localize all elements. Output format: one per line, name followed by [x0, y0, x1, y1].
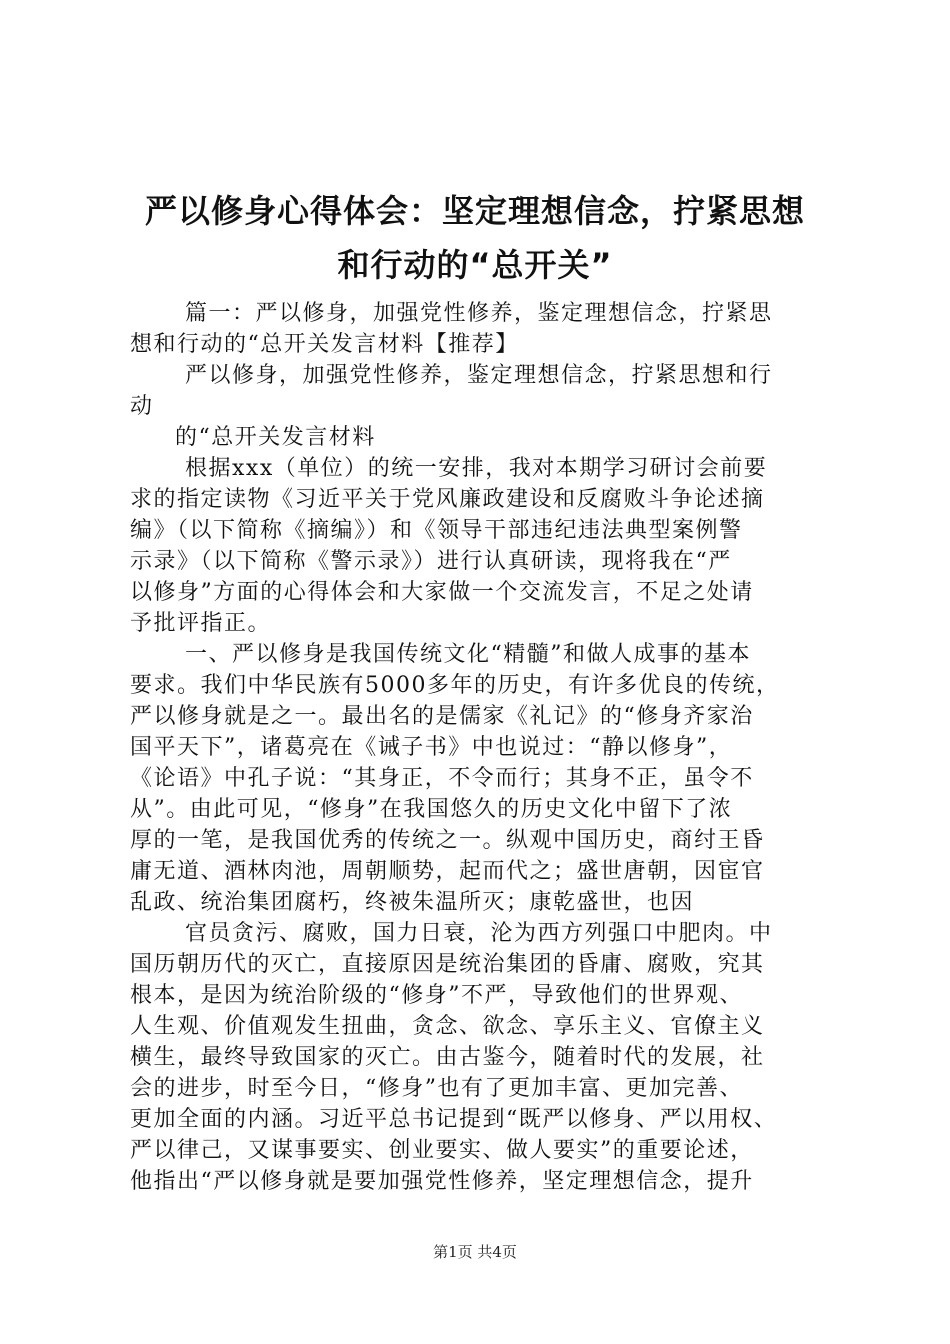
- body-line: 人生观、价值观发生扭曲，贪念、欲念、享乐主义、官僚主义: [130, 1014, 765, 1039]
- document-title: [110, 184, 840, 292]
- body-line: 官员贪污、腐败，国力日衰，沦为西方列强口中肥肉。中: [185, 921, 773, 946]
- document-body: [130, 298, 830, 1197]
- body-line: 他指出“严以修身就是要加强党性修养，坚定理想信念，提升: [130, 1169, 754, 1194]
- body-line: 厚的一笔，是我国优秀的传统之一。纵观中国历史，商纣王昏: [130, 828, 765, 853]
- body-line: 根据xxx（单位）的统一安排，我对本期学习研讨会前要: [185, 456, 768, 481]
- body-line: 想和行动的“总开关发言材料【推荐】: [130, 332, 519, 357]
- body-line: 的“总开关发言材料: [175, 425, 376, 450]
- body-line: 乱政、统治集团腐朽，终被朱温所灭；康乾盛世，也因: [130, 890, 695, 915]
- body-line: 予批评指正。: [130, 611, 272, 636]
- body-line: 要求。我们中华民族有5000多年的历史，有许多优良的传统，: [130, 673, 780, 698]
- body-line: 严以律己，又谋事要实、创业要实、做人要实”的重要论述，: [130, 1138, 754, 1163]
- title-line-2: 和行动的“总开关”: [337, 246, 613, 284]
- body-line: 编》（以下简称《摘编》）和《领导干部违纪违法典型案例警: [130, 518, 743, 543]
- body-line: 篇一：严以修身，加强党性修养，鉴定理想信念，拧紧思: [185, 301, 773, 326]
- body-line: 一、严以修身是我国传统文化“精髓”和做人成事的基本: [185, 642, 751, 667]
- body-line: 国历朝历代的灭亡，直接原因是统治集团的昏庸、腐败，究其: [130, 952, 765, 977]
- body-line: 严以修身就是之一。最出名的是儒家《礼记》的“修身齐家治: [130, 704, 754, 729]
- body-line: 示录》（以下简称《警示录》）进行认真研读，现将我在“严: [130, 549, 732, 574]
- body-line: 国平天下”，诸葛亮在《诫子书》中也说过：“静以修身”，: [130, 735, 733, 760]
- body-line: 庸无道、酒林肉池，周朝顺势，起而代之；盛世唐朝，因宦官: [130, 859, 765, 884]
- body-line: 动: [130, 394, 154, 419]
- body-line: 以修身”方面的心得体会和大家做一个交流发言，不足之处请: [130, 580, 754, 605]
- body-line: 《论语》中孔子说：“其身正，不令而行；其身不正，虽令不: [130, 766, 754, 791]
- body-line: 会的进步，时至今日，“修身”也有了更加丰富、更加完善、: [130, 1076, 743, 1101]
- body-line: 求的指定读物《习近平关于党风廉政建设和反腐败斗争论述摘: [130, 487, 765, 512]
- body-line: 根本，是因为统治阶级的“修身”不严，导致他们的世界观、: [130, 983, 743, 1008]
- body-line: 横生，最终导致国家的灭亡。由古鉴今，随着时代的发展，社: [130, 1045, 765, 1070]
- title-line-1: 严以修身心得体会：坚定理想信念，拧紧思想: [144, 192, 805, 230]
- page-footer: 第1页 共4页: [433, 1243, 517, 1261]
- body-line: 更加全面的内涵。习近平总书记提到“既严以修身、严以用权、: [130, 1107, 778, 1132]
- body-line: 从”。由此可见，“修身”在我国悠久的历史文化中留下了浓: [130, 797, 733, 822]
- body-line: 严以修身，加强党性修养，鉴定理想信念，拧紧思想和行: [185, 363, 773, 388]
